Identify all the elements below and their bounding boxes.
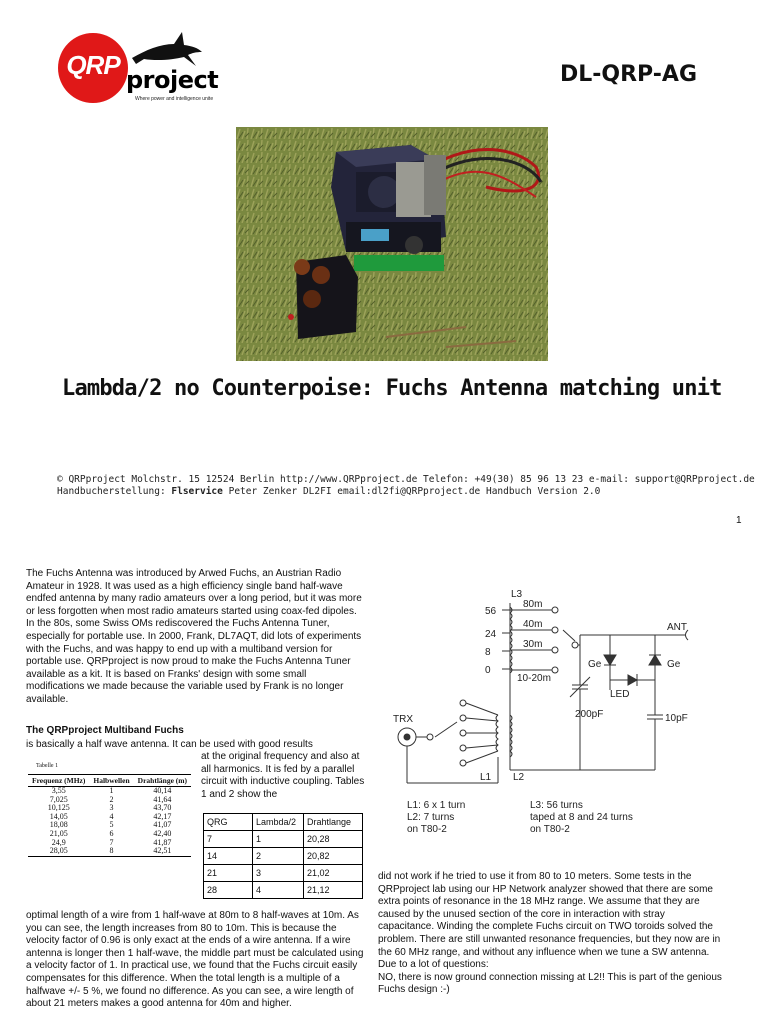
section-heading: The QRPproject Multiband Fuchs (26, 725, 184, 736)
table-cell: 42,17 (153, 811, 172, 821)
paragraph-4-text: did not work if he tried to use it from 80 to 10 meters. Some tests in the QRPproject lab using our HP Network analyzer showed that there are some extra points of resonance in the 18 MHz range. We assume that they are caused by the unused section of the core in interaction with stray capacitance. Winding the complete Fuchs circuit on TWO toroids solved the problem. There are still unwanted resonance frequencies, but they now are in the 60 MHz range, and without any influence when we tune a SW antenna. (378, 871, 721, 958)
paragraph-3: optimal length of a wire from 1 half-wave at 80m to 8 half-waves at 10m. As you can see, the length increases from 80 to 10m. This is because the velocity factor of 0.96 is only exact at the ends of a wire antenna. If a wire antenna is longer then 1 half-wave, the middle part must be calculated using a velocity factor of 1. In practical use, we found that the Fuchs circuit easily compensates for this difference. When the total length is a multiple of a halfwave +/- 5 %, we found no difference. As you can see, a wire length of about 21 meters makes a good antenna for 40m and higher. (26, 910, 364, 1010)
schem-ge1: Ge (588, 659, 602, 670)
table1 (28, 774, 191, 857)
paragraph-2b: at the original frequency and also at all harmonics. It is fed by a parallel circuit with inductive coupling. Tables 1 and 2 show the (201, 751, 365, 800)
schem-note-right-1: L3: 56 turns (530, 800, 583, 811)
table-cell: 41,87 (153, 837, 172, 847)
schem-cap-10pf: 10pF (665, 713, 688, 724)
table2-header: QRG (204, 814, 253, 831)
table-cell: 3 (253, 865, 304, 882)
table-row (204, 865, 363, 882)
handbook-prefix: Handbucherstellung: (57, 486, 172, 497)
table-cell: 42,51 (134, 847, 191, 856)
table-cell: 21,05 (49, 828, 68, 838)
table-cell: 1 (109, 786, 114, 795)
schem-ge2: Ge (667, 659, 681, 670)
table-cell: 20,82 (304, 848, 363, 865)
schem-cap-200pf: 200pF (575, 709, 604, 720)
table-cell: 43,70 (153, 803, 172, 813)
table1-caption: Tabelle 1 (36, 763, 59, 769)
handbook-service: Flservice (171, 486, 223, 497)
schem-note-right-3: on T80-2 (530, 824, 570, 835)
table-row (204, 882, 363, 899)
schem-tap-8: 8 (485, 647, 491, 658)
schem-trx: TRX (393, 714, 413, 725)
intro-paragraph: The Fuchs Antenna was introduced by Arwed Fuchs, an Austrian Radio Amateur in 1928. It was used as a high efficiency single band half-wave endfed antenna by many radio amateurs over a long period, but it was more or less forgotten when most radio amateurs started using coax-fed dipoles. In the 80s, some Swiss OMs rediscovered the Fuchs Antenna Tuner, especially for portable use. In 2000, Frank, DL7AQT, did lots of experiments with the Fuchs, and was happy to end up with a multiband version for portable use. QRPproject is now proud to make the Fuchs Antenna Tuner available as a kit. It is based on Franks' design with some small modifications we made because the variable used by Frank is no longer available. (26, 568, 362, 705)
table1-header: Halbwellen (89, 775, 133, 787)
paragraph-4 (378, 871, 723, 997)
schem-note-left-3: on T80-2 (407, 824, 447, 835)
table1-header: Frequenz (MHz) (28, 775, 89, 787)
table-cell: 41,64 (153, 794, 172, 804)
table-cell: 14 (204, 848, 253, 865)
schem-band-30m: 30m (523, 639, 543, 650)
table-cell: 4 (109, 811, 114, 821)
schem-l3: L3 (511, 589, 523, 600)
table-cell: 41,07 (153, 820, 172, 830)
table-cell: 5 (109, 820, 114, 830)
schem-note-left-2: L2: 7 turns (407, 812, 455, 823)
table-cell: 10,125 (47, 803, 70, 813)
schem-band-80m: 80m (523, 599, 543, 610)
table-row (204, 848, 363, 865)
schem-tap-24: 24 (485, 629, 497, 640)
schem-tap-0: 0 (485, 665, 491, 676)
photo-radio-icon (236, 127, 548, 361)
table-cell: 7,025 (49, 794, 68, 804)
table-cell: 40,14 (153, 786, 172, 795)
schem-note-right-2: taped at 8 and 24 turns (530, 812, 633, 823)
schem-tap-56: 56 (485, 606, 497, 617)
paragraph-2a: is basically a half wave antenna. It can be used with good results (26, 739, 313, 750)
paragraph-6-text: NO, there is now ground connection missing at L2!! This is part of the genious Fuchs design :-) (378, 971, 722, 996)
schem-note-left-1: L1: 6 x 1 turn (407, 800, 466, 811)
table1-header: Drahtlänge (m) (134, 775, 191, 787)
shark-logo-icon (126, 28, 206, 68)
table-cell: 42,40 (153, 828, 172, 838)
table-row (28, 847, 191, 856)
table-cell: 1 (253, 831, 304, 848)
table-cell: 21,12 (304, 882, 363, 899)
schem-l2: L2 (513, 772, 525, 783)
schem-ant: ANT (667, 622, 687, 633)
table-cell: 3,55 (51, 786, 66, 795)
handbook-rest: Peter Zenker DL2FI email:dl2fi@QRPproject.de Handbuch Version 2.0 (222, 486, 601, 497)
schem-band-40m: 40m (523, 619, 543, 630)
schem-l1: L1 (480, 772, 492, 783)
table2-header-row (204, 814, 363, 831)
table-cell: 18,08 (49, 820, 68, 830)
table-cell: 2 (253, 848, 304, 865)
schematic-diagram (385, 585, 725, 840)
page-title: Lambda/2 no Counterpoise: Fuchs Antenna matching unit (62, 376, 722, 401)
table1-header-row (28, 775, 191, 787)
table-cell: 7 (204, 831, 253, 848)
handbook-line (57, 486, 600, 497)
table-cell: 7 (109, 837, 114, 847)
table2-header: Drahtlange (304, 814, 363, 831)
table-row (204, 831, 363, 848)
brand-title: DL-QRP-AG (560, 62, 698, 87)
schem-led: LED (610, 689, 630, 700)
table-cell: 8 (89, 847, 133, 856)
table-cell: 4 (253, 882, 304, 899)
table-cell: 14,05 (49, 811, 68, 821)
page-number: 1 (736, 515, 742, 526)
table-cell: 28 (204, 882, 253, 899)
table2-header: Lambda/2 (253, 814, 304, 831)
table-cell: 28,05 (28, 847, 89, 856)
table-cell: 2 (109, 794, 114, 804)
table-cell: 24,9 (51, 837, 66, 847)
table-cell: 21 (204, 865, 253, 882)
table-cell: 21,02 (304, 865, 363, 882)
logo-project-text: project (126, 66, 219, 94)
table-cell: 6 (109, 828, 114, 838)
table-cell: 3 (109, 803, 114, 813)
schem-band-10-20m: 10-20m (517, 673, 551, 684)
copyright-line: © QRPproject Molchstr. 15 12524 Berlin http://www.QRPproject.de Telefon: +49(30) 85 96 13 23 e-mail: support@QRPproject.de (57, 474, 755, 485)
paragraph-5-text: Due to a lot of questions: (378, 959, 489, 971)
table-cell: 20,28 (304, 831, 363, 848)
logo-qrp-text: QRP (66, 50, 120, 80)
table2 (203, 813, 363, 899)
logo-tagline: Where power and intelligence unite (135, 96, 214, 102)
